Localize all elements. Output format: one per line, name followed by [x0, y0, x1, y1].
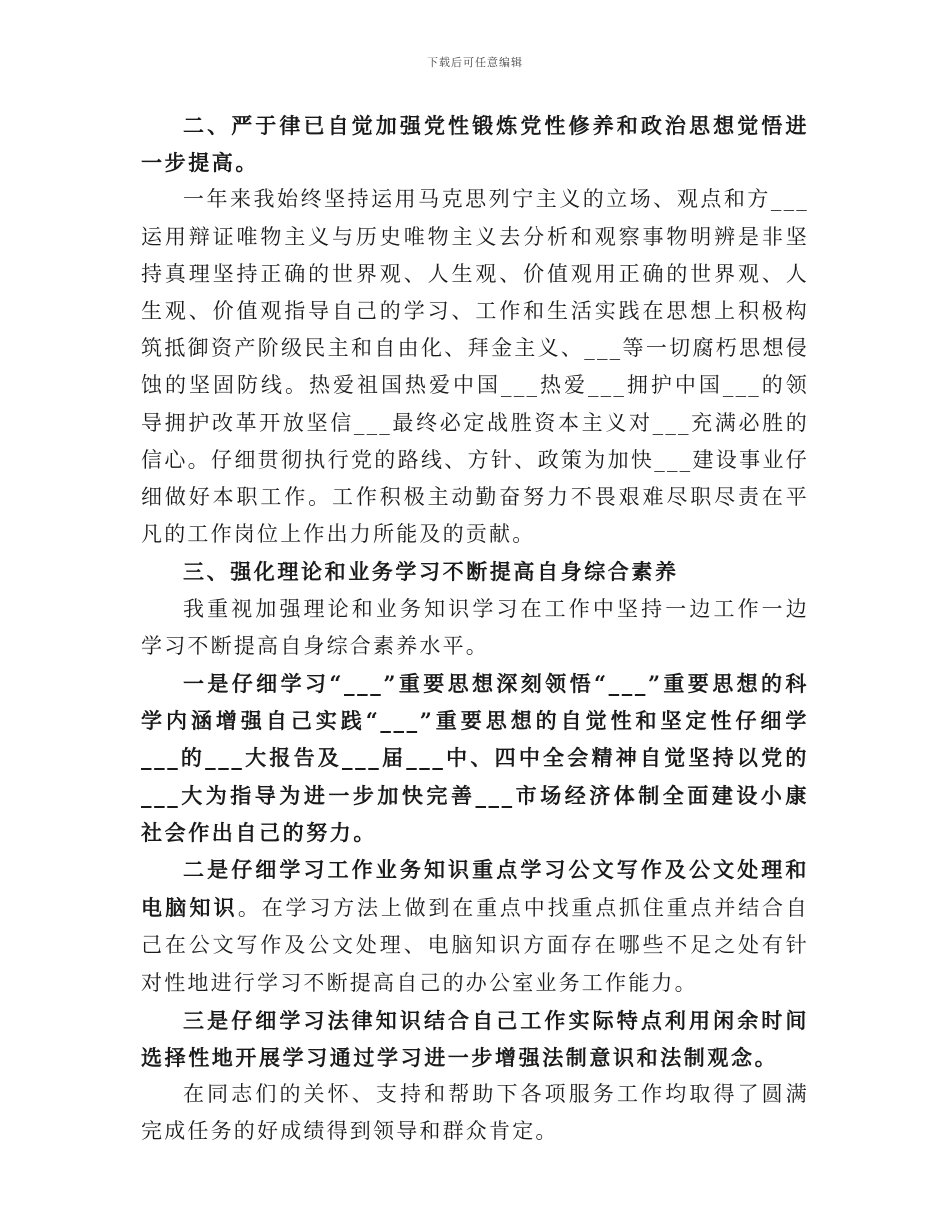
- document-body: [141, 107, 809, 1151]
- paragraph-point-2-lead: 二是仔细学习工作业务知识重点学习公文写作及公文处理和电脑知识: [141, 857, 809, 921]
- paragraph-ideology: 一年来我始终坚持运用马克思列宁主义的立场、观点和方___运用辩证唯物主义与历史唯物主义去分析和观察事物明辨是非坚持真理坚持正确的世界观、人生观、价值观用正确的世界观、人生观、价值观指导自己的学习、工作和生活实践在思想上积极构筑抵御资产阶级民主和自由化、拜金主义、___等一切腐朽思想侵蚀的坚固防线。热爱祖国热爱中国___热爱___拥护中国___的领导拥护改革开放坚信___最终必定战胜资本主义对___充满必胜的信心。仔细贯彻执行党的路线、方针、政策为加快___建设事业仔细做好本职工作。工作积极主动勤奋努力不畏艰难尽职尽责在平凡的工作岗位上作出力所能及的贡献。: [141, 187, 809, 547]
- paragraph-point-2-rest: 。在学习方法上做到在重点中找重点抓住重点并结合自己在公文写作及公文处理、电脑知识方面存在哪些不足之处有针对性地进行学习不断提高自己的办公室业务工作能力。: [141, 896, 809, 995]
- paragraph-conclusion: 在同志们的关怀、支持和帮助下各项服务工作均取得了圆满完成任务的好成绩得到领导和群众肯定。: [141, 1082, 809, 1144]
- paragraph-point-1: 一是仔细学习“___”重要思想深刻领悟“___”重要思想的科学内涵增强自己实践“___”重要思想的自觉性和坚定性仔细学___的___大报告及___届___中、四中全会精神自觉坚持以党的___大为指导为进一步加快完善___市场经济体制全面建设小康社会作出自己的努力。: [141, 671, 809, 845]
- header-note: 下载后可任意编辑: [427, 56, 523, 69]
- paragraph-study-intro: 我重视加强理论和业务知识学习在工作中坚持一边工作一边学习不断提高自身综合素养水平。: [141, 596, 809, 658]
- paragraph-point-2: [141, 851, 809, 1002]
- paragraph-point-3: 三是仔细学习法律知识结合自己工作实际特点利用闲余时间选择性地开展学习通过学习进一步增强法制意识和法制观念。: [141, 1007, 809, 1071]
- section-heading-3: 三、强化理论和业务学习不断提高自身综合素养: [183, 559, 679, 585]
- section-heading-2: 二、严于律已自觉加强党性锻炼党性修养和政治思想觉悟进一步提高。: [141, 113, 809, 176]
